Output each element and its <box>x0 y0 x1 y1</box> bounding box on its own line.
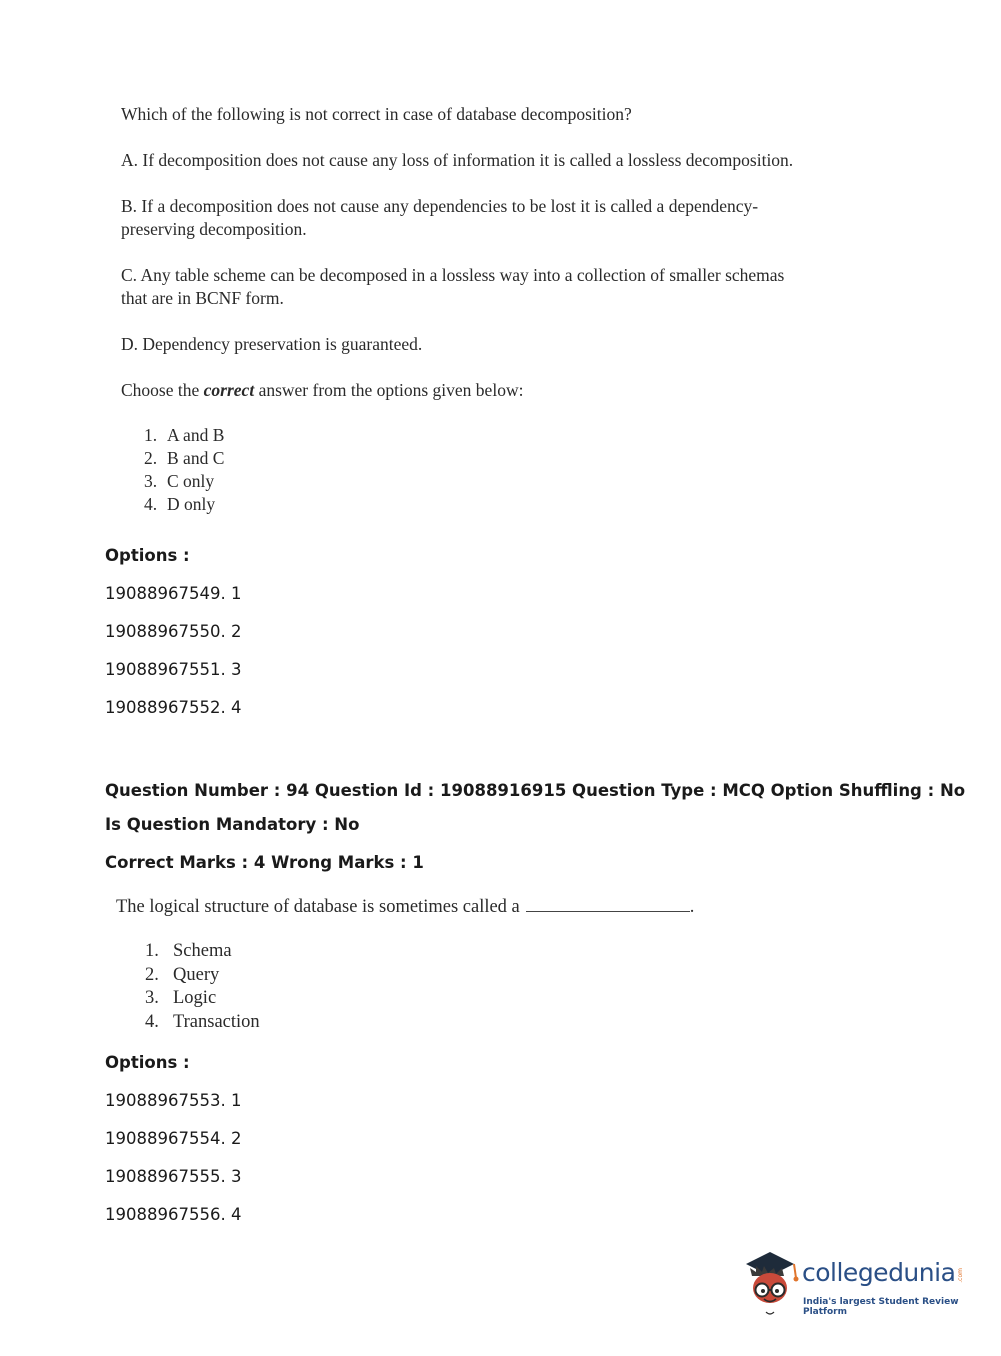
q93-statement-b-line2: preserving decomposition. <box>121 219 307 239</box>
q94-header: Question Number : 94 Question Id : 19088916915 Question Type : MCQ Option Shuffling : No <box>105 781 966 800</box>
choose-emphasis: correct <box>203 380 255 400</box>
q93-choice: 4. D only <box>144 494 216 514</box>
q94-option: 19088967553. 1 <box>105 1091 242 1110</box>
q93-choice: 2. B and C <box>144 448 225 468</box>
q93-stem: Which of the following is not correct in case of database decomposition? <box>121 104 632 124</box>
logo-wordmark: collegedunia <box>802 1258 956 1287</box>
choose-suffix: answer from the options given below: <box>254 380 524 400</box>
q93-statement-c-line2: that are in BCNF form. <box>121 288 284 308</box>
q94-stem-line <box>116 895 694 919</box>
q94-choice: 3. Logic <box>145 988 217 1008</box>
q93-choice: 1. A and B <box>144 425 225 445</box>
q93-choice: 3. C only <box>144 471 215 491</box>
q94-stem: The logical structure of database is sometimes called a <box>116 897 520 917</box>
q94-stem-end: . <box>689 897 695 917</box>
q94-options-heading: Options : <box>105 1053 190 1072</box>
logo-tagline: India's largest Student Review Platform <box>803 1297 959 1317</box>
logo-suffix: .com <box>957 1268 964 1283</box>
q93-statement-a: A. If decomposition does not cause any loss of information it is called a lossless decomposition. <box>121 150 794 170</box>
q94-option: 19088967554. 2 <box>105 1129 242 1148</box>
q94-option: 19088967555. 3 <box>105 1167 242 1186</box>
q94-marks: Correct Marks : 4 Wrong Marks : 1 <box>105 853 424 872</box>
q94-mandatory: Is Question Mandatory : No <box>105 815 360 834</box>
q93-statement-d: D. Dependency preservation is guaranteed. <box>121 334 423 354</box>
q93-statement-b-line1: B. If a decomposition does not cause any dependencies to be lost it is called a dependency- <box>121 196 759 216</box>
q93-option: 19088967551. 3 <box>105 660 242 679</box>
graduate-mascot-icon <box>740 1246 800 1320</box>
choose-prefix: Choose the <box>121 380 204 400</box>
q93-statement-c-line1: C. Any table scheme can be decomposed in a lossless way into a collection of smaller schemas <box>121 265 785 285</box>
q94-choice: 4. Transaction <box>145 1011 260 1032</box>
q93-options-heading: Options : <box>105 546 190 565</box>
q93-option: 19088967552. 4 <box>105 698 242 717</box>
q94-option: 19088967556. 4 <box>105 1205 242 1224</box>
q93-option: 19088967549. 1 <box>105 584 242 603</box>
q94-choice: 1. Schema <box>145 941 232 961</box>
q94-choice-list <box>145 940 260 1034</box>
collegedunia-logo <box>740 1246 970 1326</box>
q93-choose-instruction <box>121 379 523 402</box>
q94-choice: 2. Query <box>145 964 220 985</box>
q93-choice-list <box>144 424 224 516</box>
q93-option: 19088967550. 2 <box>105 622 242 641</box>
answer-blank <box>526 897 690 912</box>
